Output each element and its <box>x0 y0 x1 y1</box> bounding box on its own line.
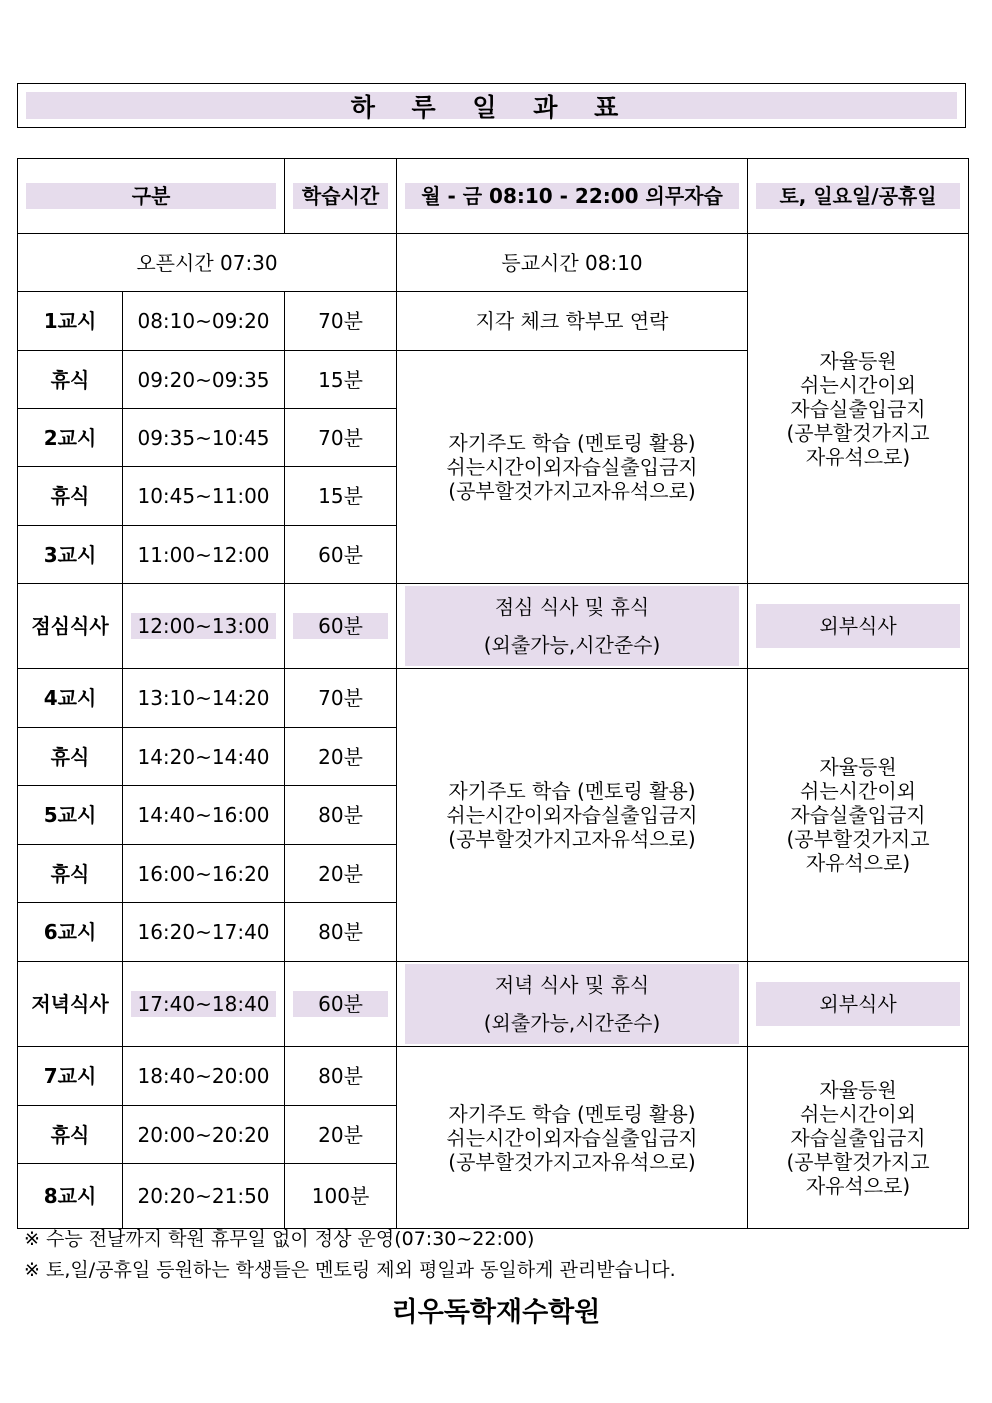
table-row: 6교시 16:20~17:40 80분 <box>18 903 969 962</box>
table-row: 1교시 08:10~09:20 70분 지각 체크 학부모 연락 <box>18 292 969 351</box>
schedule-table <box>17 158 969 1229</box>
table-row: 휴식 20:00~20:20 20분 <box>18 1106 969 1164</box>
lunch-note: 점심 식사 및 휴식 (외출가능,시간준수) <box>397 584 748 669</box>
table-row: 4교시 13:10~14:20 70분 자기주도 학습 (멘토링 활용) 쉬는시간이외자습실출입금지 (공부할것가지고자유석으로) 자율등원 쉬는시간이외 자습실출입금지 (공부할것가지고 자유석으로) <box>18 669 969 728</box>
lunch-row: 점심식사 12:00~13:00 60분 점심 식사 및 휴식 (외출가능,시간준수) 외부식사 <box>18 584 969 669</box>
table-row: 휴식 09:20~09:35 15분 자기주도 학습 (멘토링 활용) 쉬는시간이외자습실출입금지 (공부할것가지고자유석으로) <box>18 351 969 409</box>
note-line: ※ 수능 전날까지 학원 휴무일 없이 정상 운영(07:30~22:00) <box>24 1228 535 1250</box>
table-row: 8교시 20:20~21:50 100분 <box>18 1164 969 1229</box>
self-study-block-afternoon: 자기주도 학습 (멘토링 활용) 쉬는시간이외자습실출입금지 (공부할것가지고자유석으로) <box>397 669 748 962</box>
note-line: ※ 토,일/공휴일 등원하는 학생들은 멘토링 제외 평일과 동일하게 관리받습니다. <box>24 1259 676 1281</box>
page-title: 하 루 일 과 표 <box>26 92 957 119</box>
header-weekday: 월 - 금 08:10 - 22:00 의무자습 <box>397 159 748 234</box>
dinner-note: 저녁 식사 및 휴식 (외출가능,시간준수) <box>397 962 748 1047</box>
self-study-block-morning: 자기주도 학습 (멘토링 활용) 쉬는시간이외자습실출입금지 (공부할것가지고자유석으로) <box>397 351 748 584</box>
header-study-time: 학습시간 <box>285 159 397 234</box>
weekend-block-afternoon: 자율등원 쉬는시간이외 자습실출입금지 (공부할것가지고 자유석으로) <box>748 669 969 962</box>
notes <box>24 1224 964 1286</box>
arrival-time: 등교시간 08:10 <box>397 234 748 292</box>
header-category: 구분 <box>18 159 285 234</box>
academy-name: 리우독학재수학원 <box>391 1297 601 1328</box>
open-row <box>18 234 969 292</box>
weekend-block-evening: 자율등원 쉬는시간이외 자습실출입금지 (공부할것가지고 자유석으로) <box>748 1047 969 1229</box>
weekend-block-morning: 자율등원 쉬는시간이외 자습실출입금지 (공부할것가지고 자유석으로) <box>748 234 969 584</box>
dinner-outside: 외부식사 <box>748 962 969 1047</box>
dinner-row: 저녁식사 17:40~18:40 60분 저녁 식사 및 휴식 (외출가능,시간준수) 외부식사 <box>18 962 969 1047</box>
title-box <box>17 83 966 128</box>
table-row: 7교시 18:40~20:00 80분 자기주도 학습 (멘토링 활용) 쉬는시간이외자습실출입금지 (공부할것가지고자유석으로) 자율등원 쉬는시간이외 자습실출입금지 (공부할것가지고 자유석으로) <box>18 1047 969 1106</box>
table-row: 2교시 09:35~10:45 70분 <box>18 409 969 467</box>
table-row: 휴식 10:45~11:00 15분 <box>18 467 969 526</box>
table-row: 휴식 16:00~16:20 20분 <box>18 845 969 903</box>
open-time: 오픈시간 07:30 <box>18 234 397 292</box>
self-study-block-evening: 자기주도 학습 (멘토링 활용) 쉬는시간이외자습실출입금지 (공부할것가지고자유석으로) <box>397 1047 748 1229</box>
header-row <box>18 159 969 234</box>
header-weekend: 토, 일요일/공휴일 <box>748 159 969 234</box>
table-row: 휴식 14:20~14:40 20분 <box>18 728 969 786</box>
late-check: 지각 체크 학부모 연락 <box>397 292 748 351</box>
table-row: 5교시 14:40~16:00 80분 <box>18 786 969 845</box>
table-row: 3교시 11:00~12:00 60분 <box>18 526 969 584</box>
lunch-outside: 외부식사 <box>748 584 969 669</box>
